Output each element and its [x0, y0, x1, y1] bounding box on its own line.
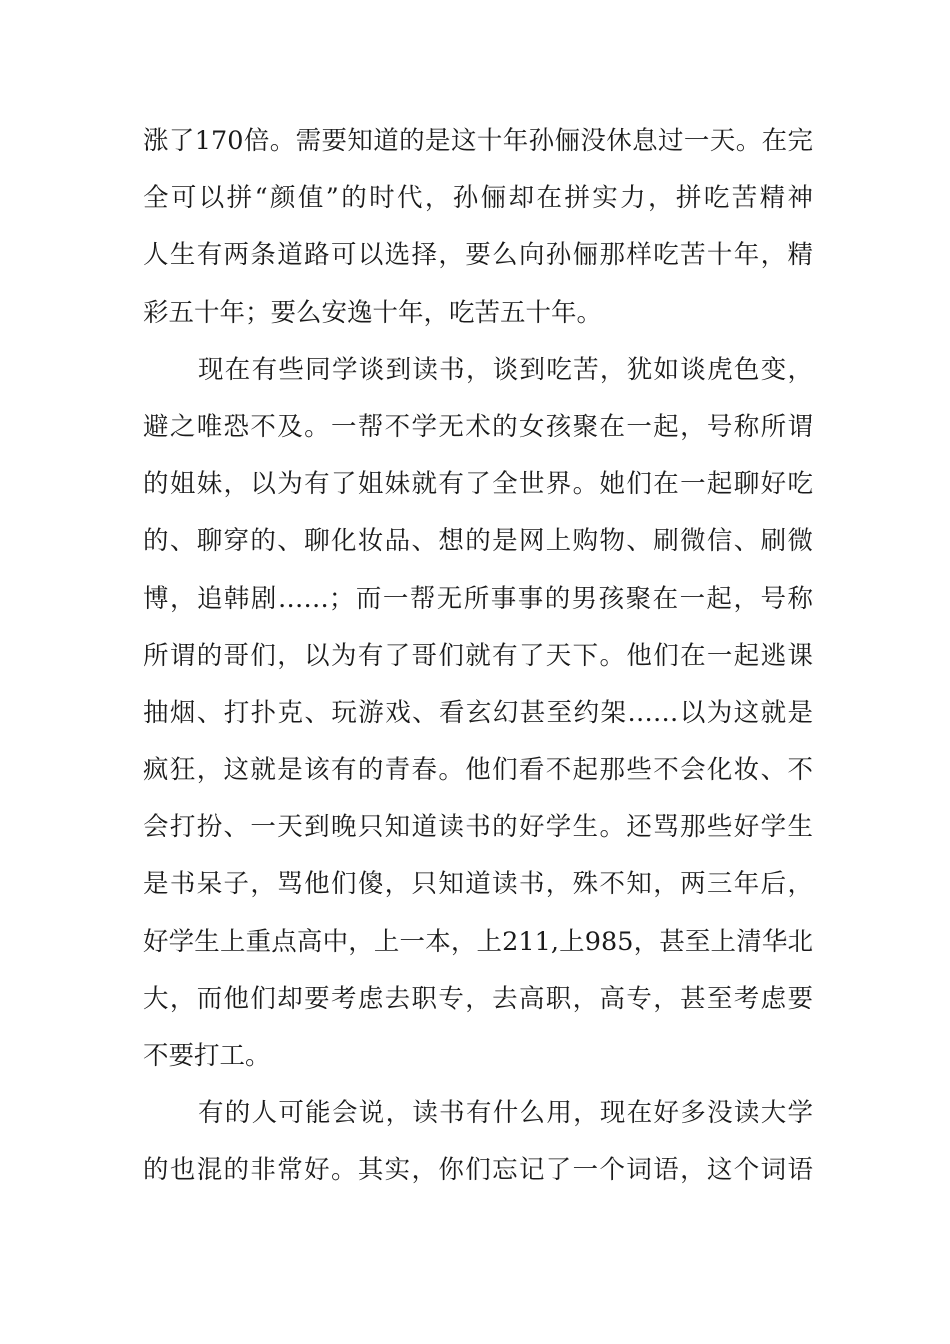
- text-line: 好学生上重点高中，上一本，上211,上985，甚至上清华北: [143, 926, 813, 957]
- text-line: 会打扮、一天到晚只知道读书的好学生。还骂那些好学生: [143, 812, 813, 843]
- text-line: 彩五十年；要么安逸十年，吃苦五十年。: [143, 297, 603, 328]
- text-line: 有的人可能会说，读书有什么用，现在好多没读大学: [198, 1098, 813, 1129]
- text-line: 的姐妹，以为有了姐妹就有了全世界。她们在一起聊好吃: [143, 469, 813, 500]
- text-line: 避之唯恐不及。一帮不学无术的女孩聚在一起，号称所谓: [143, 411, 813, 442]
- text-line: 博，追韩剧……；而一帮无所事事的男孩聚在一起，号称: [143, 583, 813, 614]
- text-line: 涨了170倍。需要知道的是这十年孙俪没休息过一天。在完: [143, 126, 813, 156]
- document-body: [143, 113, 813, 1200]
- paragraph-2: [143, 342, 813, 1085]
- paragraph-1: [143, 113, 813, 342]
- text-line: 现在有些同学谈到读书，谈到吃苦，犹如谈虎色变，: [198, 354, 813, 385]
- paragraph-3: [143, 1085, 813, 1199]
- text-line: 所谓的哥们，以为有了哥们就有了天下。他们在一起逃课: [143, 640, 813, 671]
- text-line: 全可以拼“颜值”的时代，孙俪却在拼实力，拼吃苦精神: [143, 183, 813, 214]
- text-line: 是书呆子，骂他们傻，只知道读书，殊不知，两三年后，: [143, 869, 813, 900]
- text-line: 疯狂，这就是该有的青春。他们看不起那些不会化妆、不: [143, 755, 813, 786]
- text-line: 的、聊穿的、聊化妆品、想的是网上购物、刷微信、刷微: [143, 526, 813, 557]
- text-line: 大，而他们却要考虑去职专，去高职，高专，甚至考虑要: [143, 983, 813, 1014]
- text-line: 人生有两条道路可以选择，要么向孙俪那样吃苦十年，精: [143, 240, 813, 271]
- text-line: 不要打工。: [143, 1041, 271, 1071]
- text-line: 的也混的非常好。其实，你们忘记了一个词语，这个词语: [143, 1155, 813, 1186]
- text-line: 抽烟、打扑克、玩游戏、看玄幻甚至约架……以为这就是: [143, 697, 813, 728]
